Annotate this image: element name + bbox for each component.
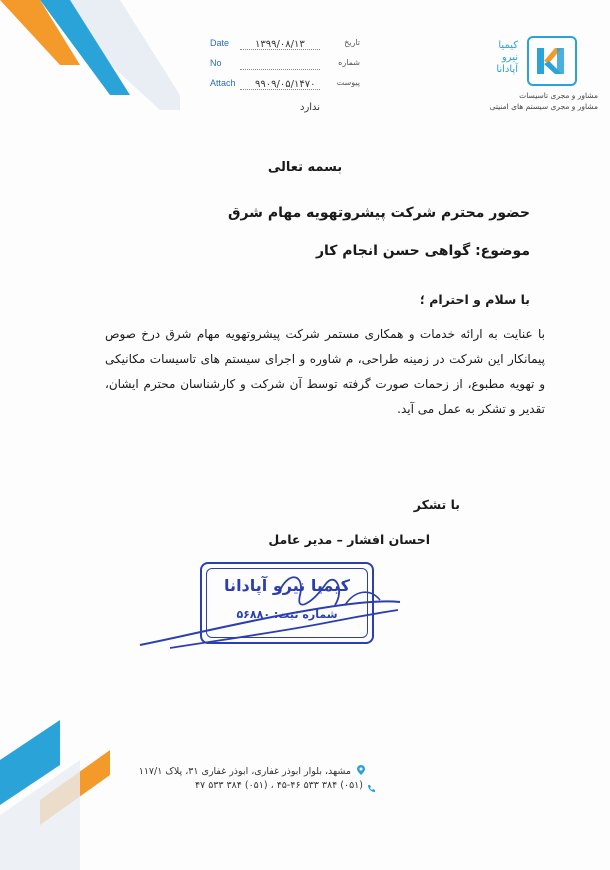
tagline-line2: مشاور و مجری سیستم های امنیتی: [489, 102, 598, 111]
company-logo: [527, 36, 577, 86]
number-label-fa: شماره: [338, 58, 360, 67]
recipient: حضور محترم شرکت پیشروتهویه مهام شرق: [227, 205, 530, 221]
basmala: بسمه تعالی: [267, 160, 343, 175]
location-pin-icon: [357, 765, 365, 775]
signature: [130, 560, 410, 660]
number-label-en: No: [210, 58, 222, 68]
company-tagline: [448, 90, 598, 112]
signatory: احسان افشار – مدیر عامل: [268, 532, 430, 547]
number-row: [200, 58, 360, 78]
closing: با تشکر: [413, 497, 460, 512]
attach-label-fa: پیوست: [336, 78, 360, 87]
corner-decoration-bottom: [0, 720, 120, 870]
footer-phones-row: [113, 780, 363, 791]
company-name-line3: آپادانا: [496, 64, 518, 75]
company-name: [468, 40, 518, 76]
letter-body: با عنایت به ارائه خدمات و همکاری مستمر شرکت پیشروتهویه مهام شرق درخ صوص پیمانکار این شرکت در زمینه طراحی، م شاوره و اجرای سیستم های تاسیسات مکانیکی و تهویه مطبوع، از زحمات صورت گرفته توسط آن شرکت و کارشناسان محترم ایشان، تقدیر و تشکر به عمل می آید.: [105, 327, 545, 416]
attach-label-en: Attach: [210, 78, 236, 88]
company-name-line2: نیرو: [501, 52, 518, 63]
attach-none: ندارد: [300, 102, 321, 113]
date-row: [200, 38, 360, 58]
greeting: با سلام و احترام ؛: [419, 292, 530, 307]
subject: موضوع: گواهی حسن انجام کار: [315, 243, 530, 259]
phone-icon: [367, 784, 376, 793]
stamp-text: کیمیا نیرو آپادانا: [224, 576, 350, 595]
letter-meta: [200, 38, 360, 98]
logo-icon: [529, 38, 575, 84]
corner-decoration-top: [0, 0, 180, 110]
tagline-line1: مشاور و مجری تاسیسات: [519, 91, 598, 100]
attach-value: ۹۹۰۹/۰۵/۱۴۷۰: [255, 79, 316, 90]
footer-address-row: [125, 762, 365, 781]
company-name-line1: کیمیا: [498, 40, 518, 51]
date-value: ۱۳۹۹/۰۸/۱۳: [255, 39, 305, 50]
footer: [125, 762, 365, 781]
stamp-number: شماره ثبت: ۵۶۸۸۰: [236, 608, 338, 621]
footer-phones: (۰۵۱) ۳۸۴ ۵۳۳ ۴۵-۴۶ ، (۰۵۱) ۳۸۴ ۵۳۳ ۴۷: [194, 780, 363, 791]
number-line: [240, 69, 320, 70]
footer-address: مشهد، بلوار ابوذر غفاری، ابوذر غفاری ۳۱، پلاک ۱۱۷/۱: [138, 766, 351, 777]
date-label-en: Date: [210, 38, 230, 48]
date-label-fa: تاریخ: [344, 38, 360, 47]
attach-row: [200, 78, 360, 98]
